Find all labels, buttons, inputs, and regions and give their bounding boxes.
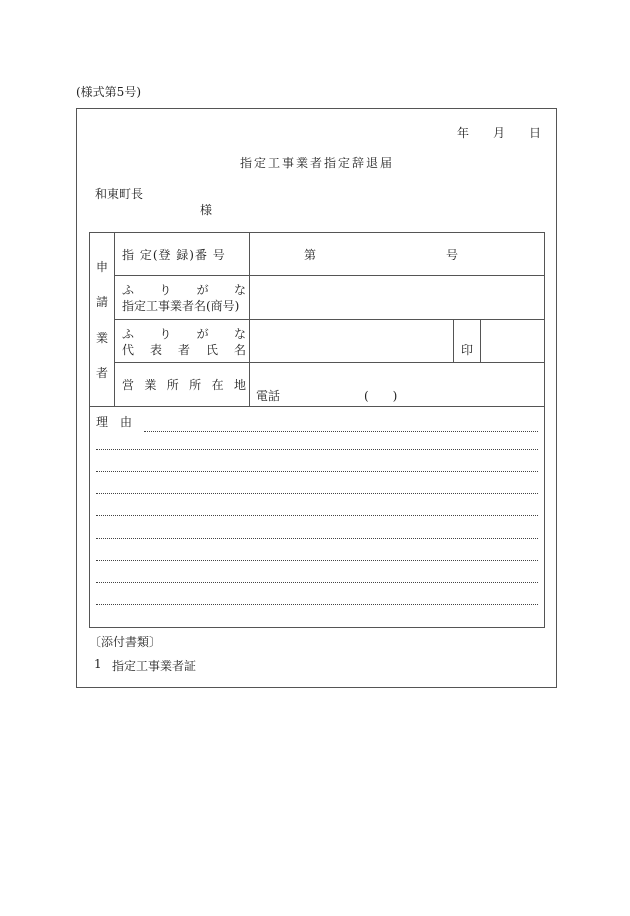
office-label: [122, 376, 246, 393]
date-month: 月: [493, 126, 506, 140]
number-prefix: 第: [304, 248, 317, 262]
furigana-char: が: [196, 327, 209, 341]
applicant-side-label-4: 者: [96, 366, 109, 380]
addressee-town: 和東町長: [95, 187, 144, 201]
label-char: 名: [233, 343, 246, 357]
label-char: 者: [177, 343, 190, 357]
reason-line: [96, 493, 538, 494]
rep-name-label: [122, 341, 246, 358]
reason-line: [96, 560, 538, 561]
reason-line: [96, 515, 538, 516]
attachments-heading: 〔添付書類〕: [89, 635, 162, 649]
furigana-char: な: [233, 327, 246, 341]
label-char: 氏: [205, 343, 218, 357]
furigana-char: ふ: [122, 327, 135, 341]
phone-area-code: ( ): [364, 389, 398, 403]
furigana-char: な: [233, 283, 246, 297]
label-char: 業: [144, 378, 157, 392]
attachment-item: 指定工事業者証: [112, 659, 197, 673]
table-divider: [114, 362, 545, 363]
reason-label: 理 由: [96, 415, 133, 429]
phone-label: 電話: [256, 389, 281, 403]
seal-mark: 印: [461, 343, 474, 357]
applicant-side-label-2: 請: [96, 295, 109, 309]
reason-line: [96, 604, 538, 605]
reason-line: [96, 449, 538, 450]
furigana-char: が: [196, 283, 209, 297]
label-char: 地: [233, 378, 246, 392]
furigana-char: り: [159, 283, 172, 297]
reason-line: [96, 538, 538, 539]
business-furigana-label: [122, 281, 246, 298]
table-divider: [453, 319, 454, 362]
table-divider: [114, 275, 545, 276]
reason-line: [96, 582, 538, 583]
label-char: 表: [149, 343, 162, 357]
rep-furigana-label: [122, 325, 246, 342]
furigana-char: ふ: [122, 283, 135, 297]
table-divider: [114, 319, 545, 320]
table-divider: [480, 319, 481, 362]
number-label: 指 定(登 録)番 号: [122, 248, 226, 262]
form-number: (様式第5号): [76, 85, 141, 99]
table-divider: [89, 406, 545, 407]
date-year: 年: [457, 126, 470, 140]
label-char: 営: [122, 378, 135, 392]
label-char: 在: [211, 378, 224, 392]
business-name-label: 指定工事業者名(商号): [122, 299, 240, 313]
label-char: 代: [122, 343, 135, 357]
applicant-side-label-1: 申: [96, 260, 109, 274]
furigana-char: り: [159, 327, 172, 341]
addressee-honorific: 様: [200, 203, 213, 217]
applicant-side-label-3: 業: [96, 331, 109, 345]
label-char: 所: [166, 378, 179, 392]
number-suffix: 号: [446, 248, 459, 262]
form-title: 指定工事業者指定辞退届: [240, 156, 395, 170]
reason-line: [144, 431, 538, 432]
label-char: 所: [189, 378, 202, 392]
attachment-number: 1: [94, 657, 102, 671]
date-day: 日: [529, 126, 542, 140]
reason-line: [96, 471, 538, 472]
